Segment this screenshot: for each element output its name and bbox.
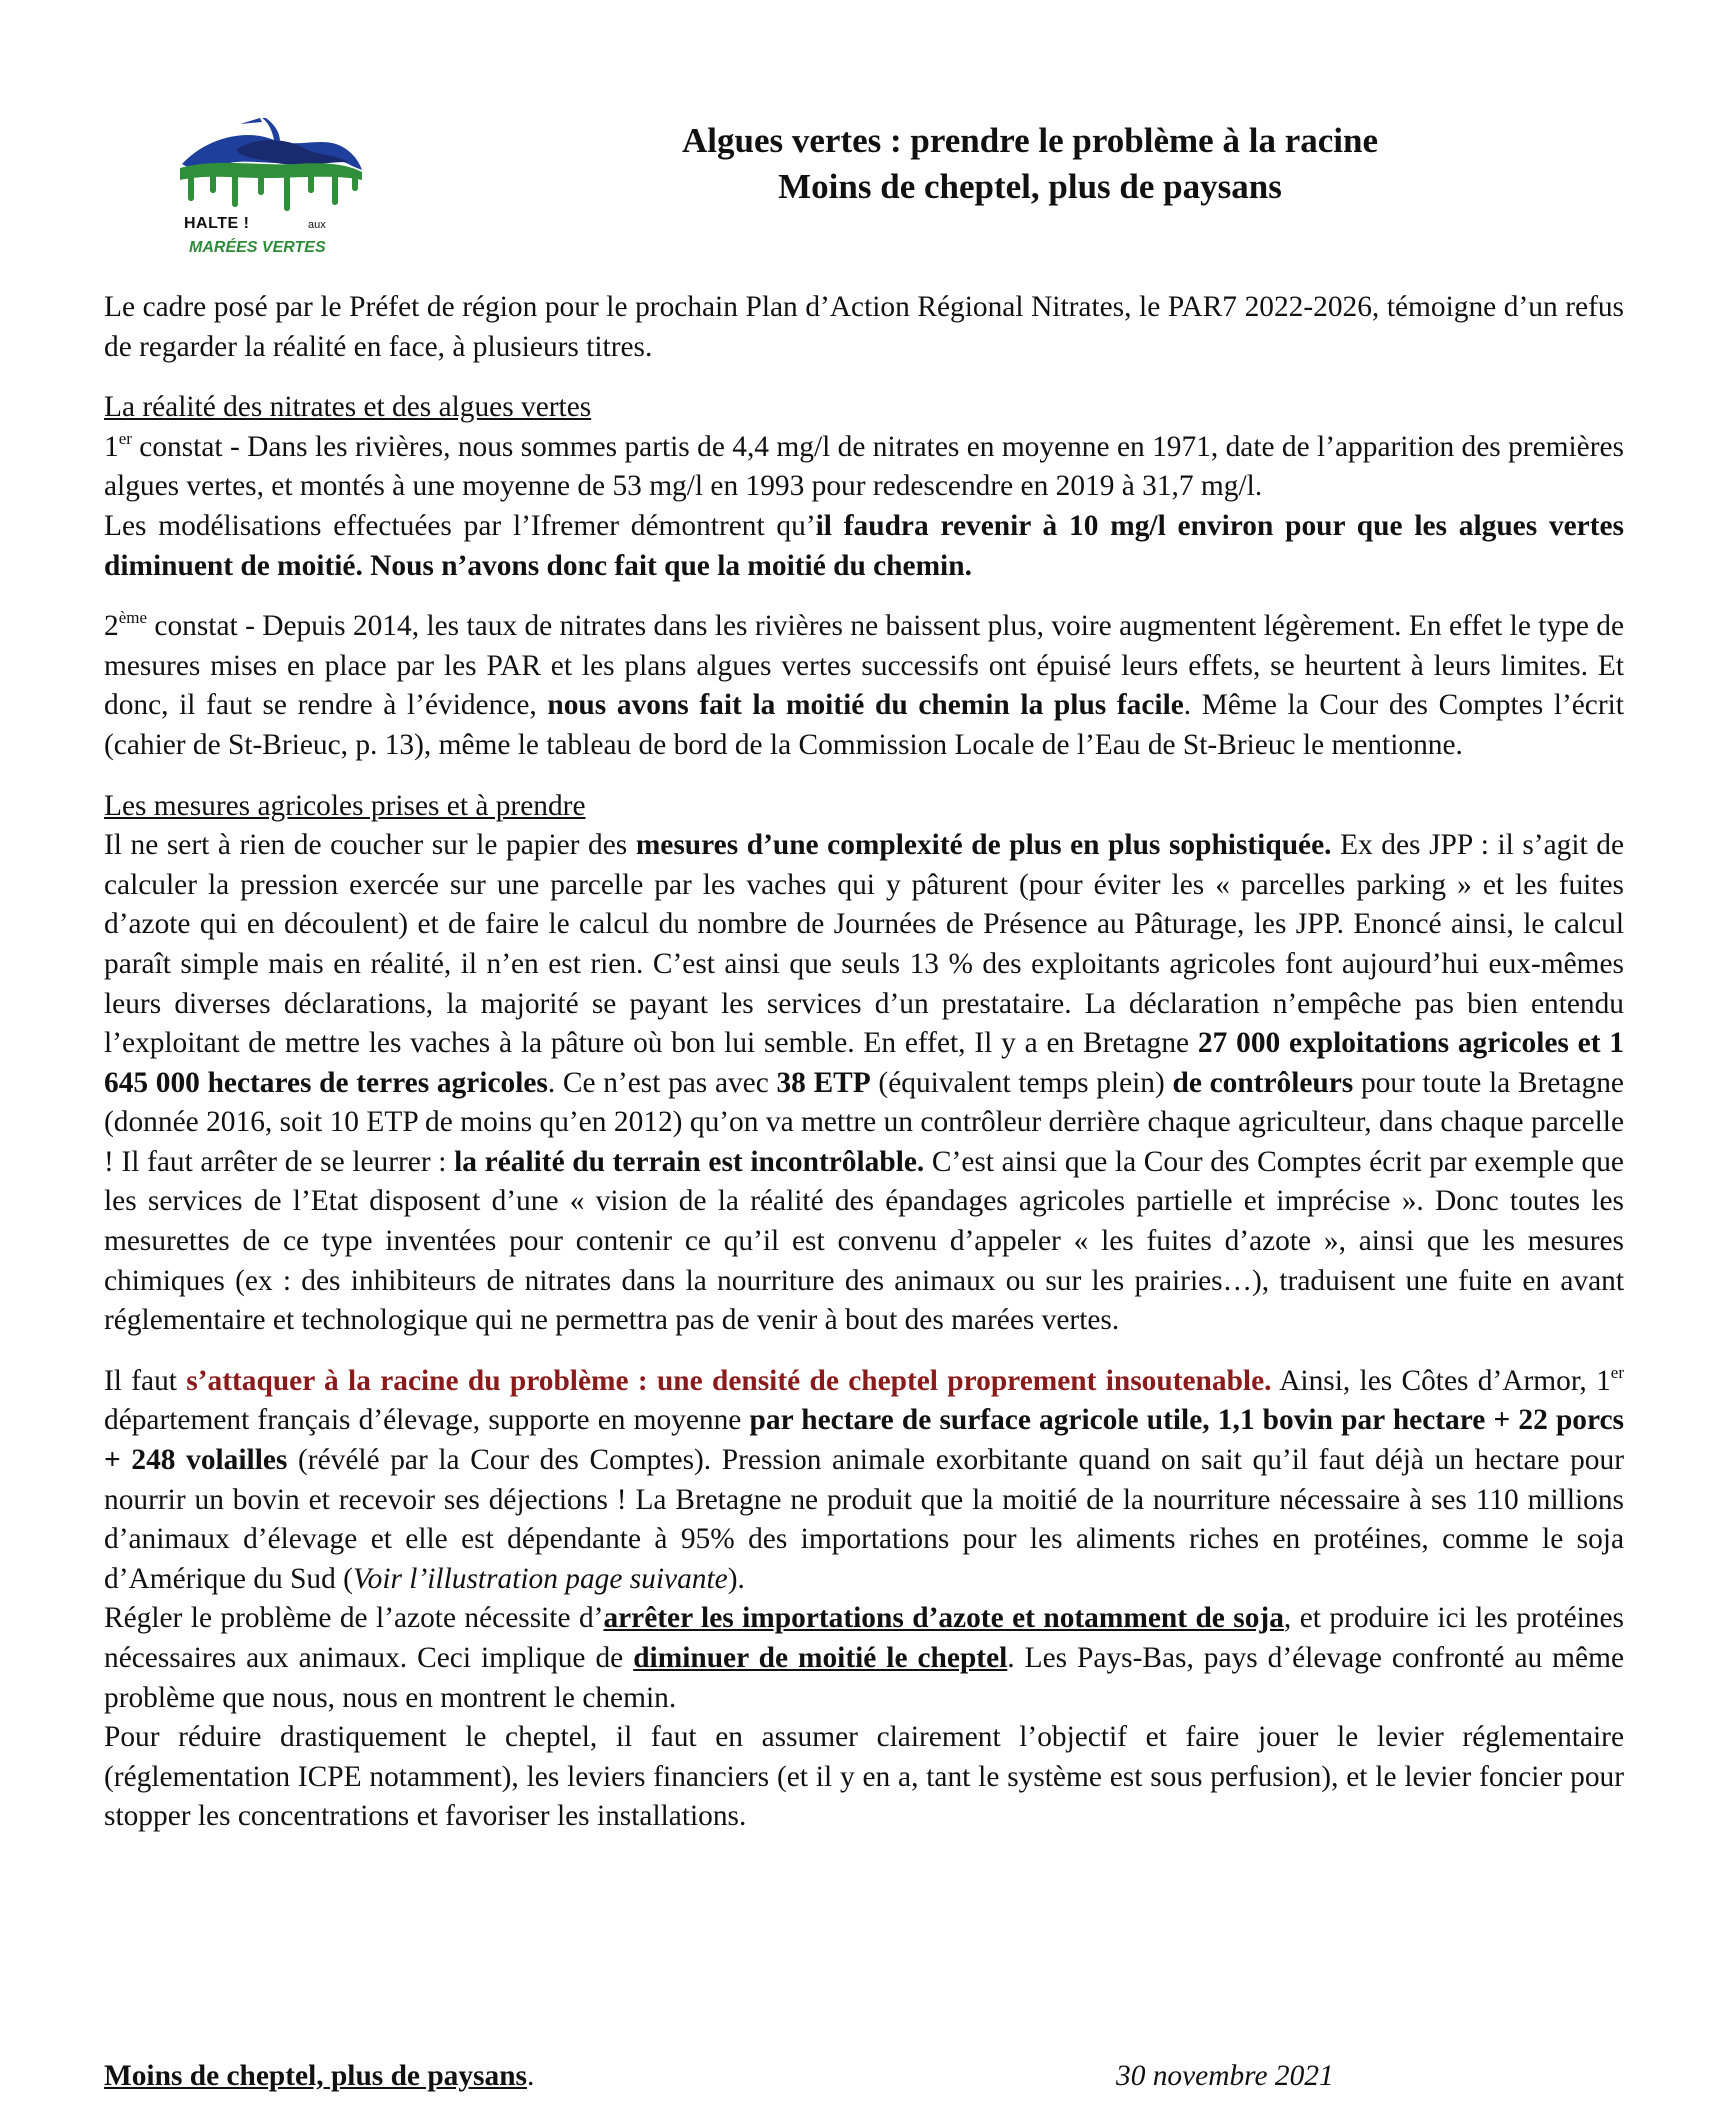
logo-halte-text: HALTE !: [184, 215, 250, 232]
mesures-bold-2: 27 000 exploitations agricoles et 1 645 000 hectares de terres agricoles: [104, 1027, 1624, 1099]
mesures-text-6: C’est ainsi que la Cour des Comptes écrit par exemple que les services de l’Etat disposent d’une « vision de la réalité des épandages agricoles partielle et imprécise ». Donc toutes les mesurettes de ce type inventées pour contenir ce qu’il est convenu d’appeler « les fuites d’azote », ainsi que les mesures chimiques (ex : des inhibiteurs de nitrates dans la nourriture des animaux ou sur les prairies…), traduisent une fuite en avant réglementaire et technologique qui ne permettra pas de venir à bout des marées vertes.: [104, 1145, 1624, 1337]
racine-text-4: (révélé par la Cour des Comptes). Pression animale exorbitante quand on sait qu’il faut déjà un hectare pour nourrir un bovin et recevoir ses déjections ! La Bretagne ne produit que la moitié de la nourriture nécessaire à ses 110 millions d’animaux d’élevage et elle est dépendante à 95% des importations pour les aliments riches en protéines, comme le soja d’Amérique du Sud (: [104, 1444, 1624, 1595]
document-body: [104, 288, 1624, 1837]
azote-text-3: . Les Pays-Bas, pays d’élevage confronté au même problème que nous, nous en montrent le chemin.: [104, 1642, 1624, 1714]
constat-2-text: constat - Depuis 2014, les taux de nitrates dans les rivières ne baissent plus, voire augmentent légèrement. En effet le type de mesures mises en place par les PAR et les plans algues vertes successifs ont épuisé leurs effets, se heurtent à leurs limites. Et donc, il faut se rendre à l’évidence,: [104, 610, 1624, 722]
modelisation-bold: il faudra revenir à 10 mg/l environ pour que les algues vertes diminuent de moitié. Nous n’avons donc fait que la moitié du chemin.: [104, 509, 1624, 582]
racine-bold-1: par hectare de surface agricole utile, 1,1 bovin par hectare + 22 porcs + 248 volailles: [104, 1404, 1624, 1477]
azote-text-1: Régler le problème de l’azote nécessite d’: [104, 1602, 604, 1635]
constat-1-sup: er: [118, 428, 132, 448]
mesures-bold-1: mesures d’une complexité de plus en plus sophistiquée.: [635, 829, 1332, 862]
mesures-text-4: (équivalent temps plein): [870, 1066, 1173, 1099]
mesures-text-5: pour toute la Bretagne (donnée 2016, soit 10 ETP de moins qu’en 2012) qu’on va mettre un contrôleur derrière chaque agriculteur, dans chaque parcelle ! Il faut arrêter de se leurrer :: [104, 1066, 1624, 1178]
constat-2-paragraph: [104, 607, 1624, 765]
mesures-text-2: Ex des JPP : il s’agit de calculer la pression exercée sur une parcelle par les vaches qui y pâturent (pour éviter les « parcelles parking » et les fuites d’azote qui en découlent) et de faire le calcul du nombre de Journées de Présence au Pâturage, les JPP. Enoncé ainsi, le calcul paraît simple mais en réalité, il n’en est rien. C’est ainsi que seuls 13 % des exploitants agricoles font aujourd’hui eux-mêmes leurs diverses déclarations, la majorité se payant les services d’un prestataire. La déclaration n’empêche pas bien entendu l’exploitant de mettre les vaches à la pâture où bon lui semble. En effet, Il y a en Bretagne: [104, 829, 1624, 1060]
racine-text-3: département français d’élevage, supporte en moyenne: [104, 1404, 750, 1437]
footer-slogan-wrap: [104, 2057, 534, 2097]
footer-period: .: [526, 2060, 535, 2092]
heron-logo-icon: [176, 118, 366, 218]
section-mesures: [104, 787, 1624, 1341]
logo-aux-text: aux: [308, 219, 326, 231]
constat-1-text: constat - Dans les rivières, nous sommes partis de 4,4 mg/l de nitrates en moyenne en 1971, date de l’apparition des premières algues vertes, et montés à une moyenne de 53 mg/l en 1993 pour redescendre en 2019 à 31,7 mg/l.: [104, 430, 1624, 503]
footer-date: 30 novembre 2021: [1116, 2060, 1334, 2092]
mesures-bold-4: de contrôleurs: [1172, 1066, 1354, 1099]
section-heading-nitrates: La réalité des nitrates et des algues vertes: [104, 391, 592, 424]
constat-2-end: . Même la Cour des Comptes l’écrit (cahier de St-Brieuc, p. 13), même le tableau de bord de la Commission Locale de l’Eau de St-Brieuc le mentionne.: [104, 689, 1624, 761]
title-line-1: Algues vertes : prendre le problème à la racine: [682, 121, 1378, 160]
azote-bold-underline-2: diminuer de moitié le cheptel: [633, 1642, 1008, 1674]
constat-2-number: 2: [104, 610, 119, 643]
constat-1-number: 1: [104, 430, 119, 463]
section-racine: [104, 1362, 1624, 1837]
intro-paragraph: Le cadre posé par le Préfet de région pour le prochain Plan d’Action Régional Nitrates, le PAR7 2022-2026, témoigne d’un refus de regarder la réalité en face, à plusieurs titres.: [104, 291, 1624, 363]
footer-slogan: Moins de cheptel, plus de paysans: [104, 2060, 527, 2092]
mesures-text-1: Il ne sert à rien de coucher sur le papier des: [104, 829, 636, 862]
racine-text-5: ).: [727, 1562, 745, 1595]
logo: [176, 118, 366, 258]
reduire-paragraph: Pour réduire drastiquement le cheptel, il faut en assumer clairement l’objectif et faire jouer le levier réglementaire (réglementation ICPE notamment), les leviers financiers (et il y en a, tant le système est sous perfusion), et le levier foncier pour stopper les concentrations et favoriser les installations.: [104, 1721, 1624, 1833]
racine-text-1: Il faut: [104, 1364, 187, 1397]
modelisation-text: Les modélisations effectuées par l’Ifremer démontrent qu’: [104, 509, 816, 542]
mesures-bold-5: la réalité du terrain est incontrôlable.: [454, 1145, 925, 1178]
document-title: [600, 118, 1460, 210]
racine-text-2: Ainsi, les Côtes d’Armor, 1: [1271, 1364, 1611, 1397]
azote-text-2: , et produire ici les protéines nécessaires aux animaux. Ceci implique de: [104, 1602, 1624, 1674]
section-heading-mesures: Les mesures agricoles prises et à prendre: [104, 789, 586, 822]
mesures-text-3: . Ce n’est pas avec: [547, 1066, 777, 1099]
constat-2-bold: nous avons fait la moitié du chemin la plus facile: [547, 689, 1184, 722]
racine-sup: er: [1610, 1362, 1625, 1382]
racine-highlight: s’attaquer à la racine du problème : une densité de cheptel proprement insoutenable.: [186, 1364, 1272, 1397]
logo-marees-text: MARÉES VERTES: [189, 239, 326, 256]
mesures-bold-3: 38 ETP: [776, 1066, 871, 1099]
section-nitrates: [104, 388, 1624, 586]
title-line-2: Moins de cheptel, plus de paysans: [778, 167, 1282, 206]
racine-italic: Voir l’illustration page suivante: [352, 1562, 728, 1595]
constat-2-sup: ème: [118, 608, 148, 628]
azote-bold-underline-1: arrêter les importations d’azote et notamment de soja: [603, 1602, 1284, 1635]
